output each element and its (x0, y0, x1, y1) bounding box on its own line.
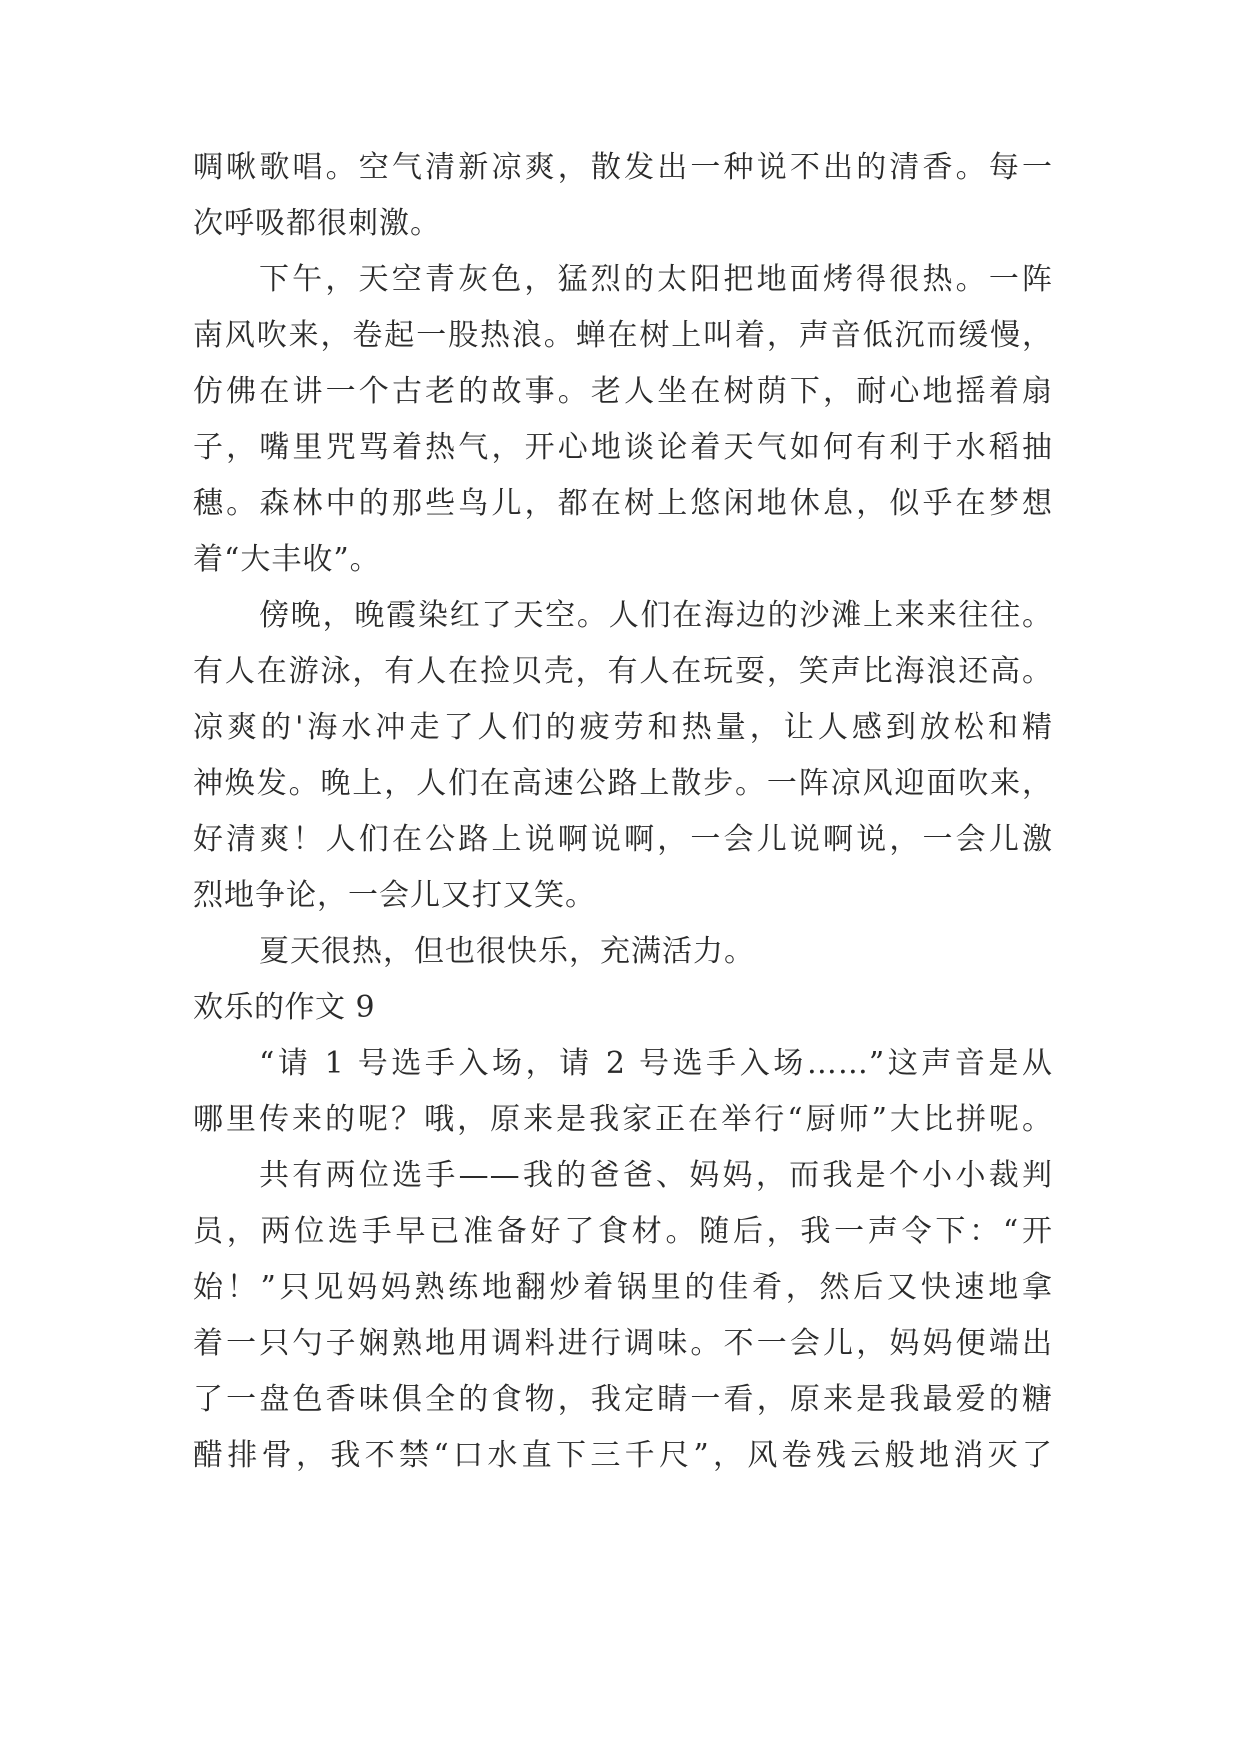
text-line: 子，嘴里咒骂着热气，开心地谈论着天气如何有利于水稻抽 (193, 430, 1053, 465)
text-line: 哪里传来的呢？哦，原来是我家正在举行“厨师”大比拼呢。 (193, 1102, 1053, 1137)
text-line: 好清爽！人们在公路上说啊说啊，一会儿说啊说，一会儿激 (193, 822, 1053, 857)
text-line: 着一只勺子娴熟地用调料进行调味。不一会儿，妈妈便端出 (193, 1326, 1053, 1361)
text-line: 醋排骨，我不禁“口水直下三千尺”，风卷残云般地消灭了 (193, 1438, 1053, 1473)
text-line: 始！”只见妈妈熟练地翻炒着锅里的佳肴，然后又快速地拿 (193, 1270, 1053, 1305)
text-line: 啁啾歌唱。空气清新凉爽，散发出一种说不出的清香。每一 (193, 150, 1053, 185)
text-line: 烈地争论，一会儿又打又笑。 (193, 878, 596, 913)
text-line: 共有两位选手——我的爸爸、妈妈，而我是个小小裁判 (259, 1158, 1053, 1193)
text-line: 穗。森林中的那些鸟儿，都在树上悠闲地休息，似乎在梦想 (193, 486, 1053, 521)
text-line: 下午，天空青灰色，猛烈的太阳把地面烤得很热。一阵 (259, 262, 1053, 297)
text-line: 次呼吸都很刺激。 (193, 206, 441, 241)
section-heading: 欢乐的作文 9 (193, 990, 376, 1025)
text-line: 夏天很热，但也很快乐，充满活力。 (259, 934, 755, 969)
text-line: 了一盘色香味俱全的食物，我定睛一看，原来是我最爱的糖 (193, 1382, 1053, 1417)
text-line: 有人在游泳，有人在捡贝壳，有人在玩耍，笑声比海浪还高。 (193, 654, 1053, 689)
text-line: 傍晚，晚霞染红了天空。人们在海边的沙滩上来来往往。 (259, 598, 1053, 633)
text-line: 员，两位选手早已准备好了食材。随后，我一声令下：“开 (193, 1214, 1053, 1249)
text-line: 神焕发。晚上，人们在高速公路上散步。一阵凉风迎面吹来， (193, 766, 1053, 801)
text-line: 仿佛在讲一个古老的故事。老人坐在树荫下，耐心地摇着扇 (193, 374, 1053, 409)
text-line: “请 1 号选手入场，请 2 号选手入场……”这声音是从 (259, 1046, 1053, 1081)
text-line: 着“大丰收”。 (193, 542, 381, 577)
text-line: 南风吹来，卷起一股热浪。蝉在树上叫着，声音低沉而缓慢， (193, 318, 1053, 353)
document-body (193, 140, 1053, 1484)
text-line: 凉爽的'海水冲走了人们的疲劳和热量，让人感到放松和精 (193, 710, 1053, 745)
